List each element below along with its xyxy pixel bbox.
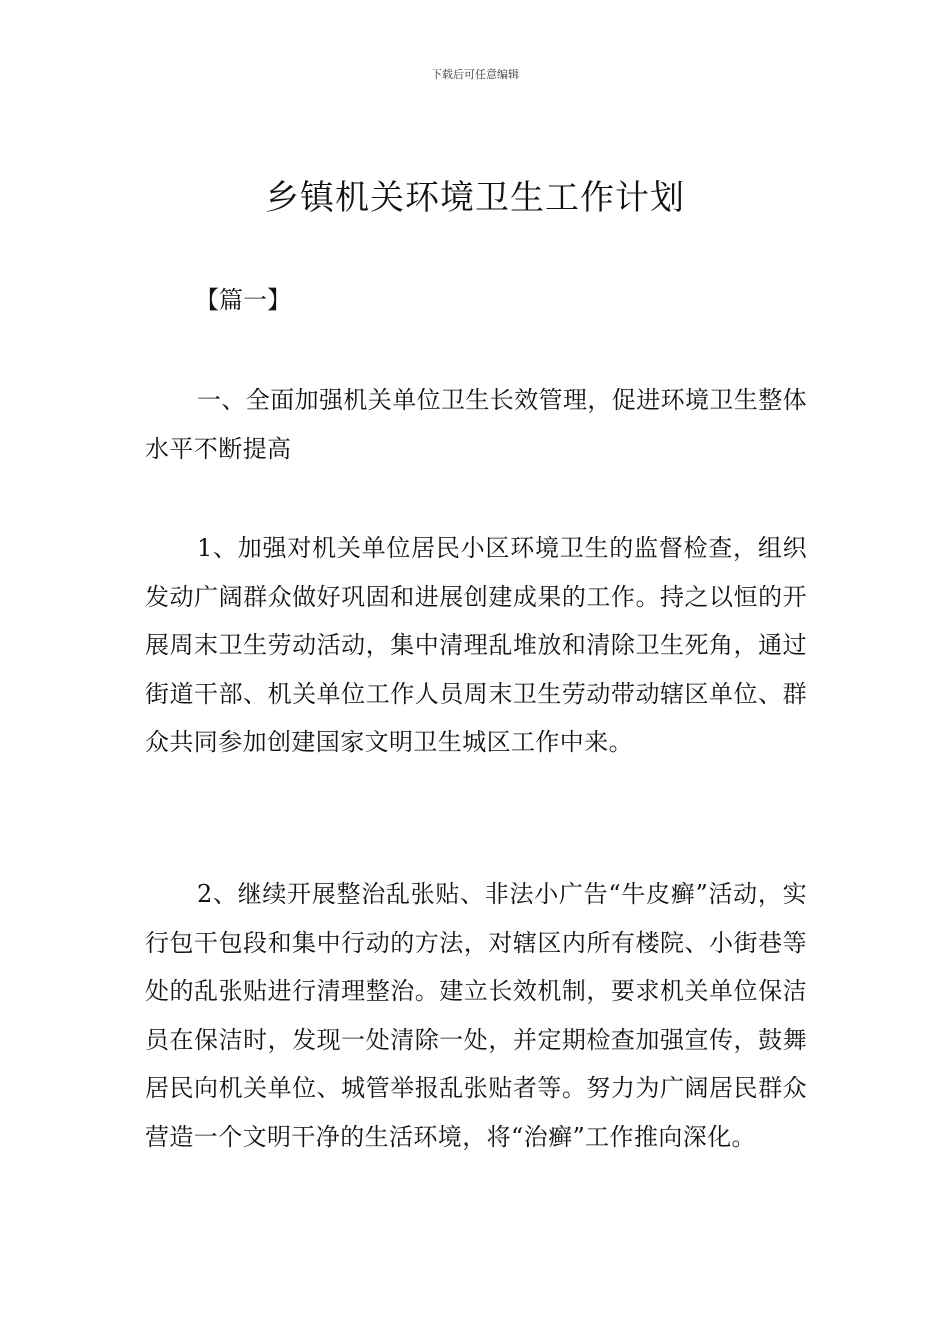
paragraph-item-1: 1、加强对机关单位居民小区环境卫生的监督检查，组织发动广阔群众做好巩固和进展创建成果的工作。持之以恒的开展周末卫生劳动活动，集中清理乱堆放和清除卫生死角，通过街道干部、机关单位工作人员周末卫生劳动带动辖区单位、群众共同参加创建国家文明卫生城区工作中来。 bbox=[145, 534, 807, 756]
header-note: 下载后可任意编辑 bbox=[431, 68, 519, 81]
section-label: 【篇一】 bbox=[195, 286, 291, 314]
paragraph-item-2: 2、继续开展整治乱张贴、非法小广告“牛皮癣”活动，实行包干包段和集中行动的方法，对辖区内所有楼院、小街巷等处的乱张贴进行清理整治。建立长效机制，要求机关单位保洁员在保洁时，发现一处清除一处，并定期检查加强宣传，鼓舞居民向机关单位、城管举报乱张贴者等。努力为广阔居民群众营造一个文明干净的生活环境，将“治癣”工作推向深化。 bbox=[145, 880, 807, 1151]
paragraph-heading-1: 一、全面加强机关单位卫生长效管理，促进环境卫生整体水平不断提高 bbox=[145, 386, 807, 463]
document-title: 乡镇机关环境卫生工作计划 bbox=[265, 178, 685, 218]
